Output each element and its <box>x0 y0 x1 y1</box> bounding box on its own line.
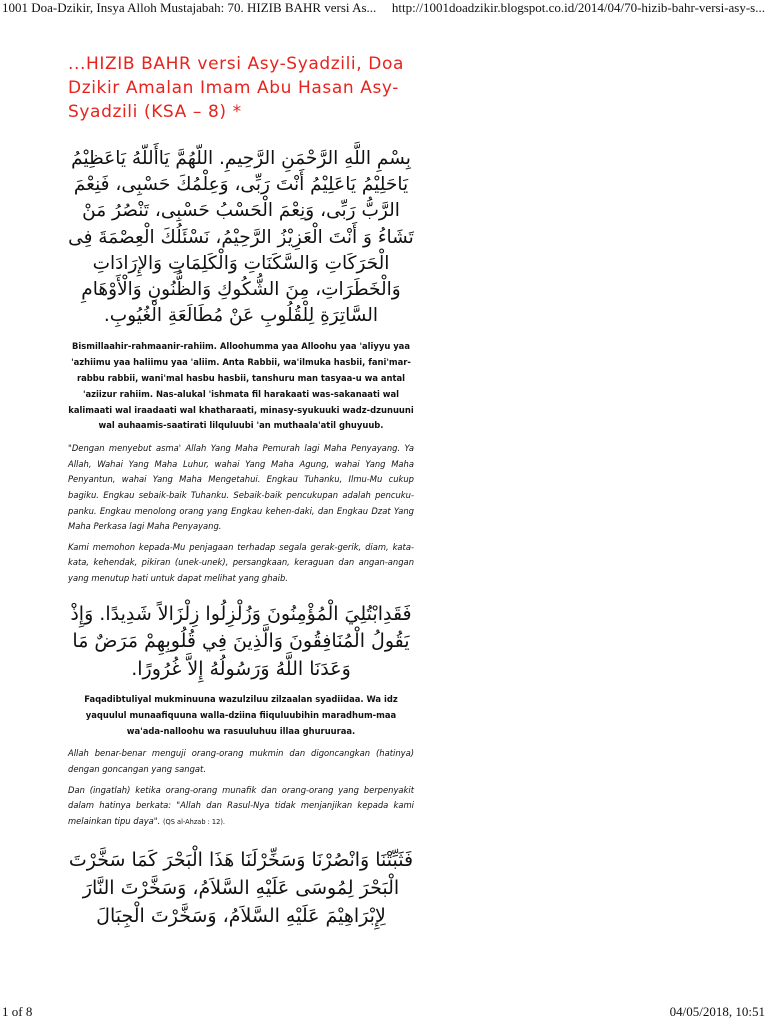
transliteration-text: Bismillaahir-rahmaanir-rahiim. Alloohumma yaa Alloohu yaa 'aliyyu yaa 'azhiimu yaa haliimu yaa 'aliim. Anta Rabbii, wa'ilmuka hasbii, fani'mar-rabbu rabbii, wani'mal hasbu hasbii, tanshuru man tasyaa-u wa antal 'aziizur rahiim. Nas-alukal 'ishmata fil harakaati was-sakanaati wal kalimaati wal iraadaati wal khatharaati, minasy-syukuuki wadz-dzunuuni wal auhaamis-saatirati lilquluubi 'an muthaala'atil ghuyuub. <box>68 341 414 431</box>
translation-text: Dan (ingatlah) ketika orang-orang munafik dan orang-orang yang berpenyakit dalam hatinya berkata: "Allah dan Rasul-Nya tidak menjanjikan kepada kami melainkan tipu daya". <box>68 784 414 826</box>
arabic-prayer-text: فَثَبِّتْنَا وَانْصُرْنَا وَسَخِّرْلَنَا هَذَا الْبَحْرَ كَمَا سَخَّرْتَ الْبَحْرَ لِمُوسَى عَلَيْهِ السَّلاَمُ، وَسَخَّرْتَ النَّارَ لِإِبْرَاهِيْمَ عَلَيْهِ السَّلاَمُ، وَسَخَّرْتَ الْجِبَالَ <box>68 849 414 928</box>
quran-reference: (QS al-Ahzab : 12). <box>162 817 225 826</box>
post-title: ...HIZIB BAHR versi Asy-Syadzili, Doa Dzikir Amalan Imam Abu Hasan Asy-Syadzili (KSA – 8) * <box>68 54 404 122</box>
translation-paragraph: "Dengan menyebut asma' Allah Yang Maha Pemurah lagi Maha Penyayang. Ya Allah, Wahai Yang Maha Luhur, wahai Yang Maha Agung, wahai Yang Maha Penyantun, wahai Yang Maha Mengetahui. Engkau Tuhanku, Ilmu-Mu cukup bagiku. Engkau sebaik-baik Tuhanku. Sebaik-baik pencukupan adalah pencuku-panku. Engkau menolong orang yang Engkau kehen-daki, dan Engkau Dzat Yang Maha Perkasa lagi Maha Penyayang. <box>68 443 414 532</box>
blog-post <box>68 52 414 930</box>
arabic-prayer-text: بِسْمِ اللَّهِ الرَّحْمَنِ الرَّحِيمِ. اللّهُمَّ يَاأَللّهُ يَاعَظِيْمُ يَاحَلِيْمُ يَاعَلِيْمُ أَنْتَ رَبِّى، وَعِلْمُكَ حَسْبِى، فَنِعْمَ الرَّبُّ رَبِّى، وَنِعْمَ الْحَسْبُ حَسْبِى، تَنْصُرُ مَنْ تَشَاءُ وَ أَنْتَ الْعَزِيْزُ الرَّحِيْمُ، نَسْئَلُكَ الْعِصْمَةَ فِى الْحَرَكَاتِ وَالسَّكَنَاتِ وَالْكَلِمَاتِ وَالإِرَادَاتِ وَالْخَطَرَاتِ، مِنَ الشُّكُوكِ وَالظُّنُونِ وَالْأَوْهَامِ السَّاتِرَةِ لِلْقُلُوبِ عَنْ مُطَالَعَةِ الْغُيُوبِ. <box>68 148 414 327</box>
arabic-verse-text: فَقَدِابْتُلِيَ الْمُؤْمِنُونَ وَزُلْزِلُوا زِلْزَالاً شَدِيدًا. وَإِذْ يَقُولُ الْمُنَافِقُونَ وَالَّذِينَ فِي قُلُوبِهِمْ مَرَضٌ مَا وَعَدَنَا اللَّهُ وَرَسُولُهُ إِلاَّ غُرُورًا. <box>70 602 412 681</box>
print-footer <box>0 1004 768 1024</box>
print-header <box>0 0 768 26</box>
print-datetime: 04/05/2018, 10:51 <box>669 1004 765 1019</box>
page-number: 1 of 8 <box>2 1004 33 1019</box>
page-url: http://1001doadzikir.blogspot.co.id/2014/04/70-hizib-bahr-versi-asy-s... <box>391 0 765 15</box>
translation-paragraph: Allah benar-benar menguji orang-orang mukmin dan digoncangkan (hatinya) dengan goncangan yang sangat. <box>68 748 414 774</box>
page-tab-title: 1001 Doa-Dzikir, Insya Alloh Mustajabah: 70. HIZIB BAHR versi As... <box>2 0 377 15</box>
translation-paragraph <box>68 783 414 831</box>
translation-paragraph: Kami memohon kepada-Mu penjagaan terhadap segala gerak-gerik, diam, kata-kata, kehendak, pikiran (unek-unek), persangkaan, keraguan dan angan-angan yang menutup hati untuk dapat melihat yang ghaib. <box>68 541 414 583</box>
transliteration-text: Faqadibtuliyal mukminuuna wazulziluu zilzaalan syadiidaa. Wa idz yaquulul munaafiquuna walla-dziina fiiquluubihin maradhum-maa wa'ada-nalloohu wa rasuuluhuu illaa ghuruuraa. <box>84 693 398 736</box>
